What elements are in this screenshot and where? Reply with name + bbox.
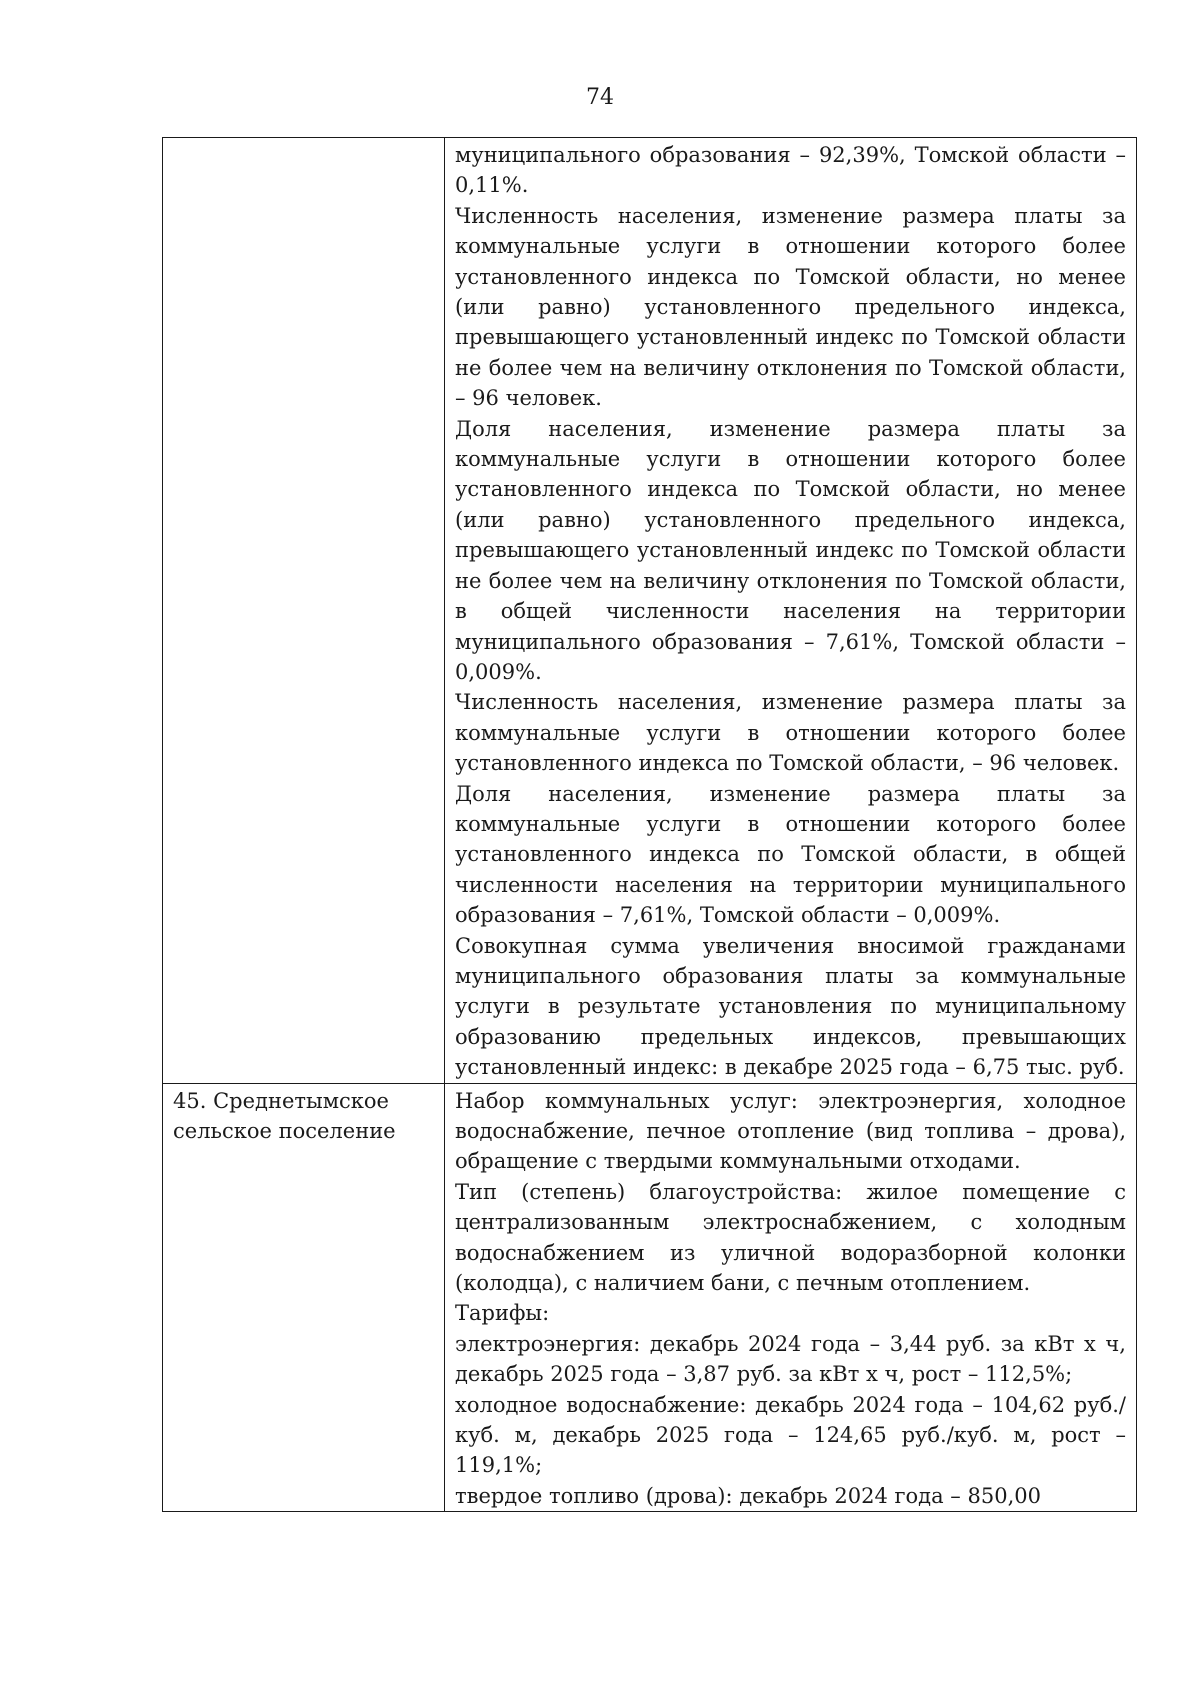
description-cell: [445, 1083, 1137, 1512]
description-paragraph: Набор коммунальных услуг: электроэнергия, холодное водоснабжение, печное отопление (вид топлива – дрова), обращение с твердыми коммунальными отходами.: [455, 1088, 1126, 1174]
description-paragraph: Численность населения, изменение размера платы за коммунальные услуги в отношении которого более установленного индекса по Томской области, – 96 человек.: [455, 690, 1126, 776]
table-row: [163, 1083, 1137, 1512]
description-paragraph: Численность населения, изменение размера платы за коммунальные услуги в отношении которого более установленного индекса по Томской области, но менее (или равно) установленного предельного индекса, превышающего установленный индекс по Томской области не более чем на величину отклонения по Томской области, – 96 человек.: [455, 203, 1126, 411]
document-table: [162, 137, 1137, 1512]
municipality-cell: [163, 138, 445, 1084]
description-paragraph: электроэнергия: декабрь 2024 года – 3,44 руб. за кВт х ч, декабрь 2025 года – 3,87 руб. за кВт х ч, рост – 112,5%;: [455, 1331, 1126, 1387]
description-paragraph: Тарифы:: [455, 1301, 550, 1326]
description-paragraph: Доля населения, изменение размера платы за коммунальные услуги в отношении которого более установленного индекса по Томской области, в общей численности населения на территории муниципального образования – 7,61%, Томской области – 0,009%.: [455, 781, 1126, 928]
table-row: [163, 138, 1137, 1084]
description-paragraph: Совокупная сумма увеличения вносимой гражданами муниципального образования платы за коммунальные услуги в результате установления по муниципальному образованию предельных индексов, превышающих установленный индекс: в декабре 2025 года – 6,75 тыс. руб.: [455, 933, 1126, 1080]
description-cell: [445, 138, 1137, 1084]
municipality-name: 45. Среднетымское сельское поселение: [173, 1088, 396, 1143]
description-paragraph: холодное водоснабжение: декабрь 2024 года – 104,62 руб./куб. м, декабрь 2025 года – 124,65 руб./куб. м, рост – 119,1%;: [455, 1392, 1126, 1478]
description-paragraph: твердое топливо (дрова): декабрь 2024 года – 850,00: [455, 1483, 1041, 1508]
page-number: 74: [586, 85, 614, 110]
description-paragraph: Доля населения, изменение размера платы за коммунальные услуги в отношении которого более установленного индекса по Томской области, но менее (или равно) установленного предельного индекса, превышающего установленный индекс по Томской области не более чем на величину отклонения по Томской области, в общей численности населения на территории муниципального образования – 7,61%, Томской области – 0,009%.: [455, 416, 1126, 684]
municipality-cell: [163, 1083, 445, 1512]
description-paragraph: муниципального образования – 92,39%, Томской области – 0,11%.: [455, 143, 1126, 198]
description-paragraph: Тип (степень) благоустройства: жилое помещение с централизованным электроснабжением, с холодным водоснабжением из уличной водоразборной колонки (колодца), с наличием бани, с печным отоплением.: [455, 1179, 1126, 1296]
